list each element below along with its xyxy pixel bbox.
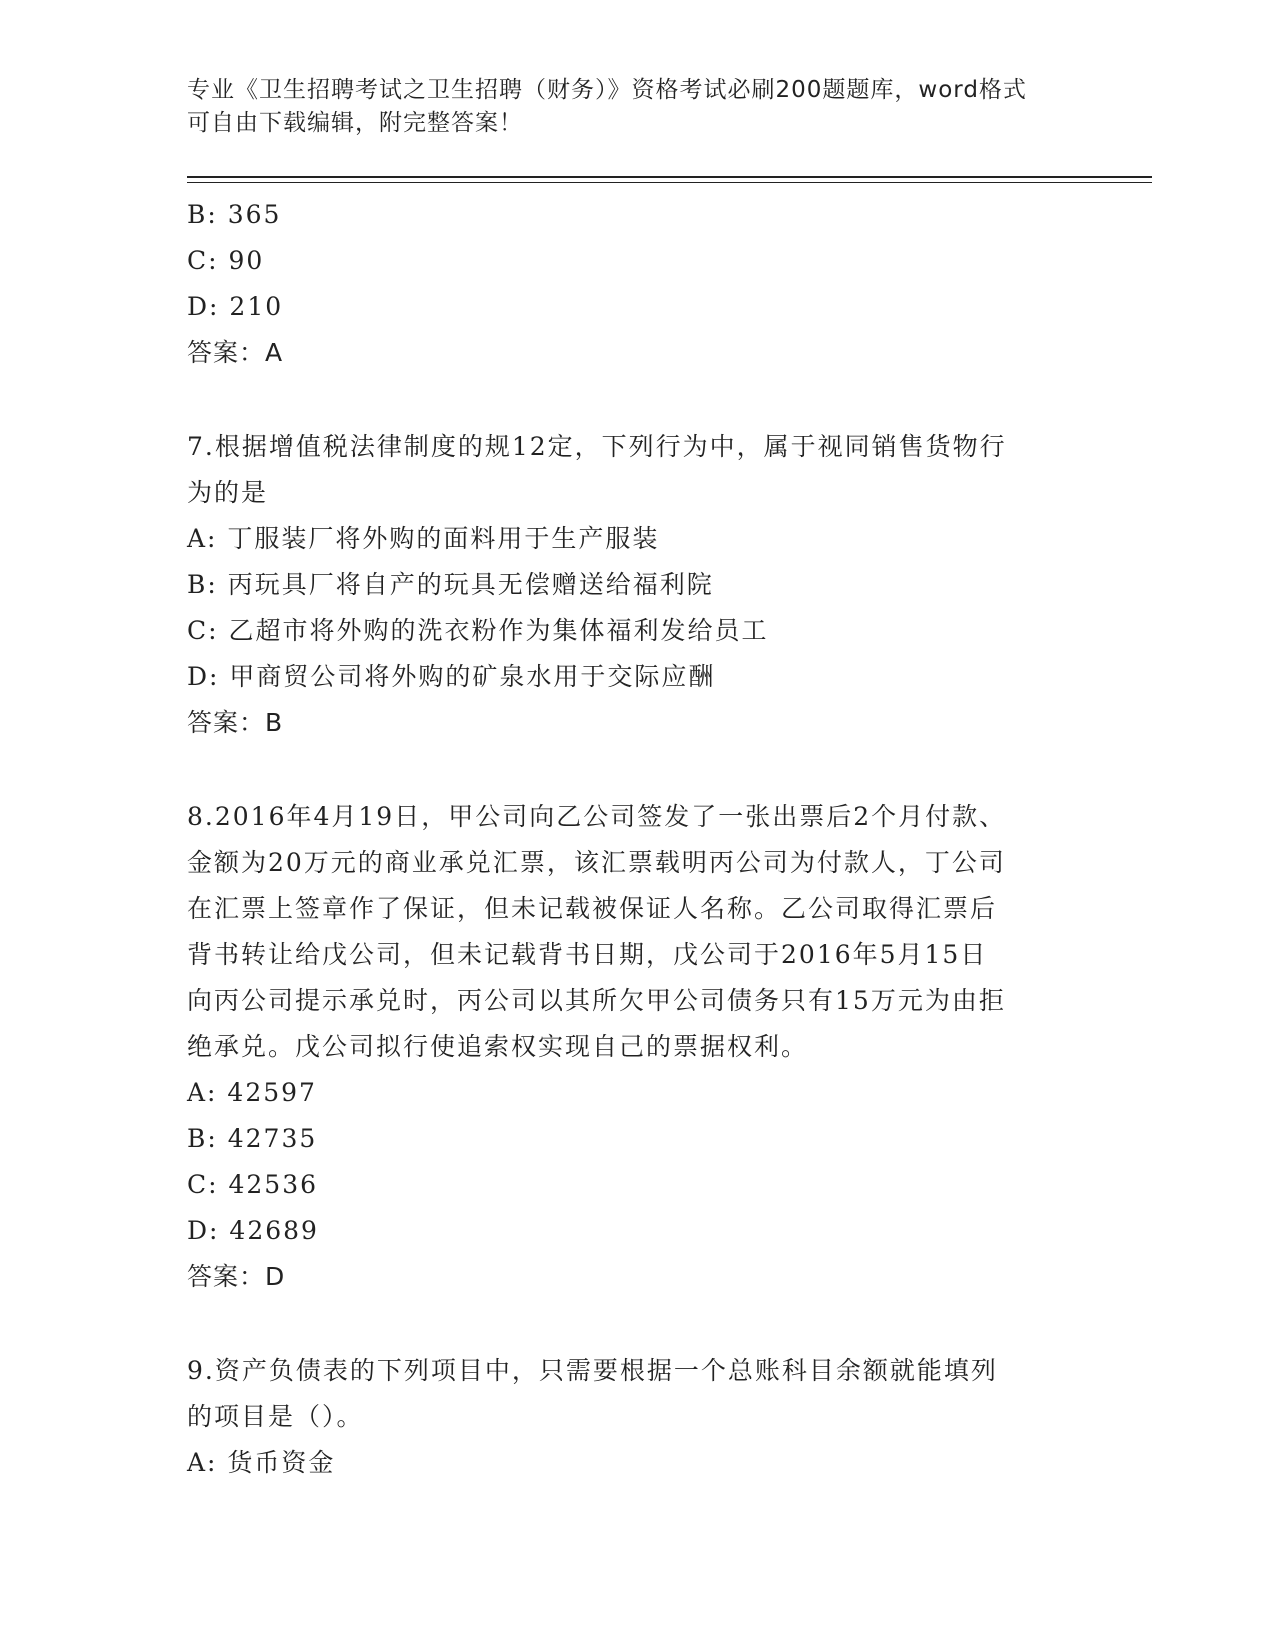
question-stem-line: 绝承兑。戊公司拟行使追索权实现自己的票据权利。 (187, 1032, 809, 1061)
answer-line: 答案：A (187, 338, 284, 367)
question-stem-line: 的项目是（）。 (187, 1402, 364, 1431)
header-rule-bottom (187, 182, 1152, 183)
option-b: B: 42735 (187, 1124, 318, 1153)
question-stem-line: 向丙公司提示承兑时，丙公司以其所欠甲公司债务只有15万元为由拒 (187, 986, 1006, 1015)
header-rule-top (187, 176, 1152, 178)
question-stem-line: 背书转让给戊公司，但未记载背书日期，戊公司于2016年5月15日 (187, 940, 988, 969)
option-b: B: 365 (187, 200, 282, 229)
answer-line: 答案：D (187, 1262, 286, 1291)
header-line-1: 专业《卫生招聘考试之卫生招聘（财务）》资格考试必刷200题题库，word格式 (187, 77, 1027, 103)
document-header (187, 74, 1067, 140)
option-c: C: 42536 (187, 1170, 319, 1199)
option-d: D: 210 (187, 292, 284, 321)
question-6-tail (187, 192, 1087, 376)
question-stem-line: 在汇票上签章作了保证，但未记载被保证人名称。乙公司取得汇票后 (187, 894, 998, 923)
question-stem-line: 为的是 (187, 478, 269, 507)
option-b: B: 丙玩具厂将自产的玩具无偿赠送给福利院 (187, 570, 714, 599)
option-d: D: 42689 (187, 1216, 319, 1245)
question-stem-line: 8.2016年4月19日，甲公司向乙公司签发了一张出票后2个月付款、 (187, 802, 1007, 831)
header-line-2: 可自由下载编辑，附完整答案！ (187, 110, 523, 136)
option-a: A: 货币资金 (187, 1448, 336, 1477)
option-c: C: 90 (187, 246, 265, 275)
answer-line: 答案：B (187, 708, 284, 737)
question-stem-line: 7.根据增值税法律制度的规12定，下列行为中，属于视同销售货物行 (187, 432, 1007, 461)
question-8 (187, 794, 1087, 1300)
option-a: A: 丁服装厂将外购的面料用于生产服装 (187, 524, 660, 553)
question-stem-line: 9.资产负债表的下列项目中，只需要根据一个总账科目余额就能填列 (187, 1356, 998, 1385)
option-a: A: 42597 (187, 1078, 317, 1107)
question-stem-line: 金额为20万元的商业承兑汇票，该汇票载明丙公司为付款人，丁公司 (187, 848, 1006, 877)
document-body (187, 192, 1087, 1486)
question-9 (187, 1348, 1087, 1486)
option-c: C: 乙超市将外购的洗衣粉作为集体福利发给员工 (187, 616, 769, 645)
option-d: D: 甲商贸公司将外购的矿泉水用于交际应酬 (187, 662, 716, 691)
question-7 (187, 424, 1087, 746)
